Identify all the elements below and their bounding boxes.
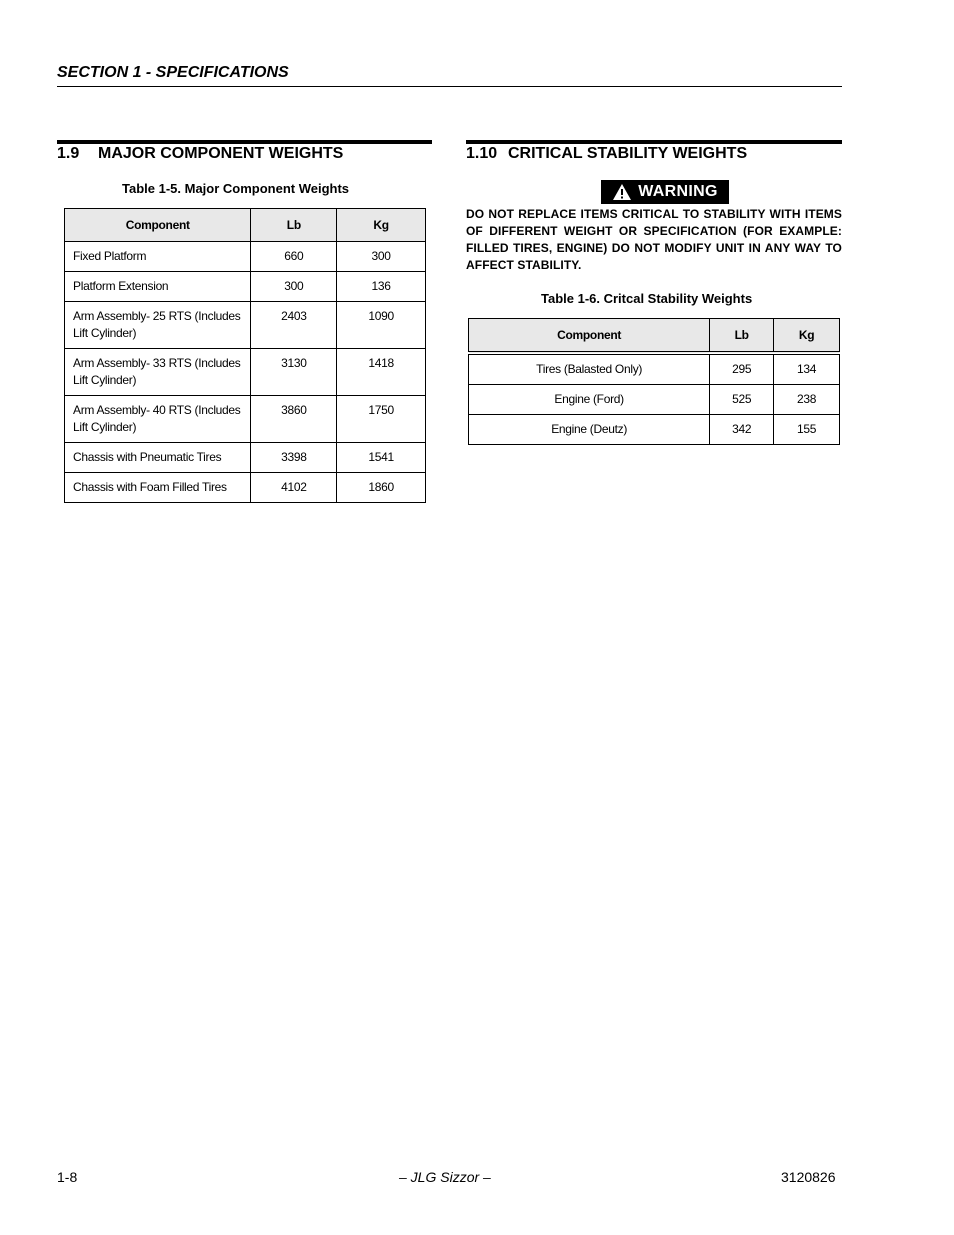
column-header-lb: Lb: [710, 319, 774, 354]
table-row: [65, 473, 426, 503]
lb-cell: 3398: [251, 443, 337, 473]
component-cell: Arm Assembly- 40 RTS (Includes Lift Cylinder): [65, 396, 251, 443]
kg-cell: 136: [337, 272, 426, 302]
table-row: [469, 385, 840, 415]
table-header-row: [469, 319, 840, 354]
section-header: SECTION 1 - SPECIFICATIONS: [57, 64, 842, 87]
component-cell: Arm Assembly- 33 RTS (Includes Lift Cylinder): [65, 349, 251, 396]
table-row: [65, 242, 426, 272]
table-row: [469, 353, 840, 385]
lb-cell: 3860: [251, 396, 337, 443]
table-row: [65, 443, 426, 473]
kg-cell: 1090: [337, 302, 426, 349]
lb-cell: 300: [251, 272, 337, 302]
left-section-title: MAJOR COMPONENT WEIGHTS: [98, 145, 344, 162]
component-cell: Arm Assembly- 25 RTS (Includes Lift Cylinder): [65, 302, 251, 349]
component-cell: Tires (Balasted Only): [469, 353, 710, 385]
right-table-caption: Table 1-6. Critcal Stability Weights: [541, 291, 753, 306]
component-cell: Chassis with Pneumatic Tires: [65, 443, 251, 473]
footer-doc-number: 3120826: [781, 1169, 836, 1185]
kg-cell: 300: [337, 242, 426, 272]
lb-cell: 342: [710, 415, 774, 445]
lb-cell: 4102: [251, 473, 337, 503]
lb-cell: 525: [710, 385, 774, 415]
column-header-kg: Kg: [774, 319, 840, 354]
right-section-number: 1.10: [466, 145, 498, 162]
table-row: [65, 349, 426, 396]
column-header-kg: Kg: [337, 209, 426, 242]
left-section-number: 1.9: [57, 145, 80, 162]
footer-page-number: 1-8: [57, 1169, 78, 1185]
right-section-heading: [466, 145, 747, 163]
kg-cell: 1541: [337, 443, 426, 473]
table-row: [65, 396, 426, 443]
warning-label: WARNING: [638, 183, 718, 200]
left-column-rule: [57, 140, 432, 144]
component-cell: Engine (Ford): [469, 385, 710, 415]
left-table-caption: Table 1-5. Major Component Weights: [122, 181, 350, 196]
kg-cell: 155: [774, 415, 840, 445]
kg-cell: 1750: [337, 396, 426, 443]
kg-cell: 134: [774, 353, 840, 385]
table-row: [469, 415, 840, 445]
critical-stability-weights-table: [468, 318, 840, 445]
warning-badge: [601, 180, 729, 204]
column-header-lb: Lb: [251, 209, 337, 242]
kg-cell: 1418: [337, 349, 426, 396]
footer-title: – JLG Sizzor –: [399, 1169, 491, 1185]
major-component-weights-table: [64, 208, 426, 503]
lb-cell: 660: [251, 242, 337, 272]
component-cell: Fixed Platform: [65, 242, 251, 272]
lb-cell: 295: [710, 353, 774, 385]
right-column-rule: [466, 140, 842, 144]
table-header-row: [65, 209, 426, 242]
left-section-heading: [57, 145, 343, 163]
table-row: [65, 272, 426, 302]
lb-cell: 3130: [251, 349, 337, 396]
lb-cell: 2403: [251, 302, 337, 349]
kg-cell: 238: [774, 385, 840, 415]
kg-cell: 1860: [337, 473, 426, 503]
column-header-component: Component: [65, 209, 251, 242]
column-header-component: Component: [469, 319, 710, 354]
warning-text: DO NOT REPLACE ITEMS CRITICAL TO STABILITY WITH ITEMS OF DIFFERENT WEIGHT OR SPECIFICATION (FOR EXAMPLE: FILLED TIRES, ENGINE) DO NOT MODIFY UNIT IN ANY WAY TO AFFECT STABILITY.: [466, 207, 842, 272]
component-cell: Engine (Deutz): [469, 415, 710, 445]
warning-triangle-icon: [612, 183, 632, 201]
table-row: [65, 302, 426, 349]
component-cell: Platform Extension: [65, 272, 251, 302]
right-section-title: CRITICAL STABILITY WEIGHTS: [508, 145, 748, 162]
component-cell: Chassis with Foam Filled Tires: [65, 473, 251, 503]
